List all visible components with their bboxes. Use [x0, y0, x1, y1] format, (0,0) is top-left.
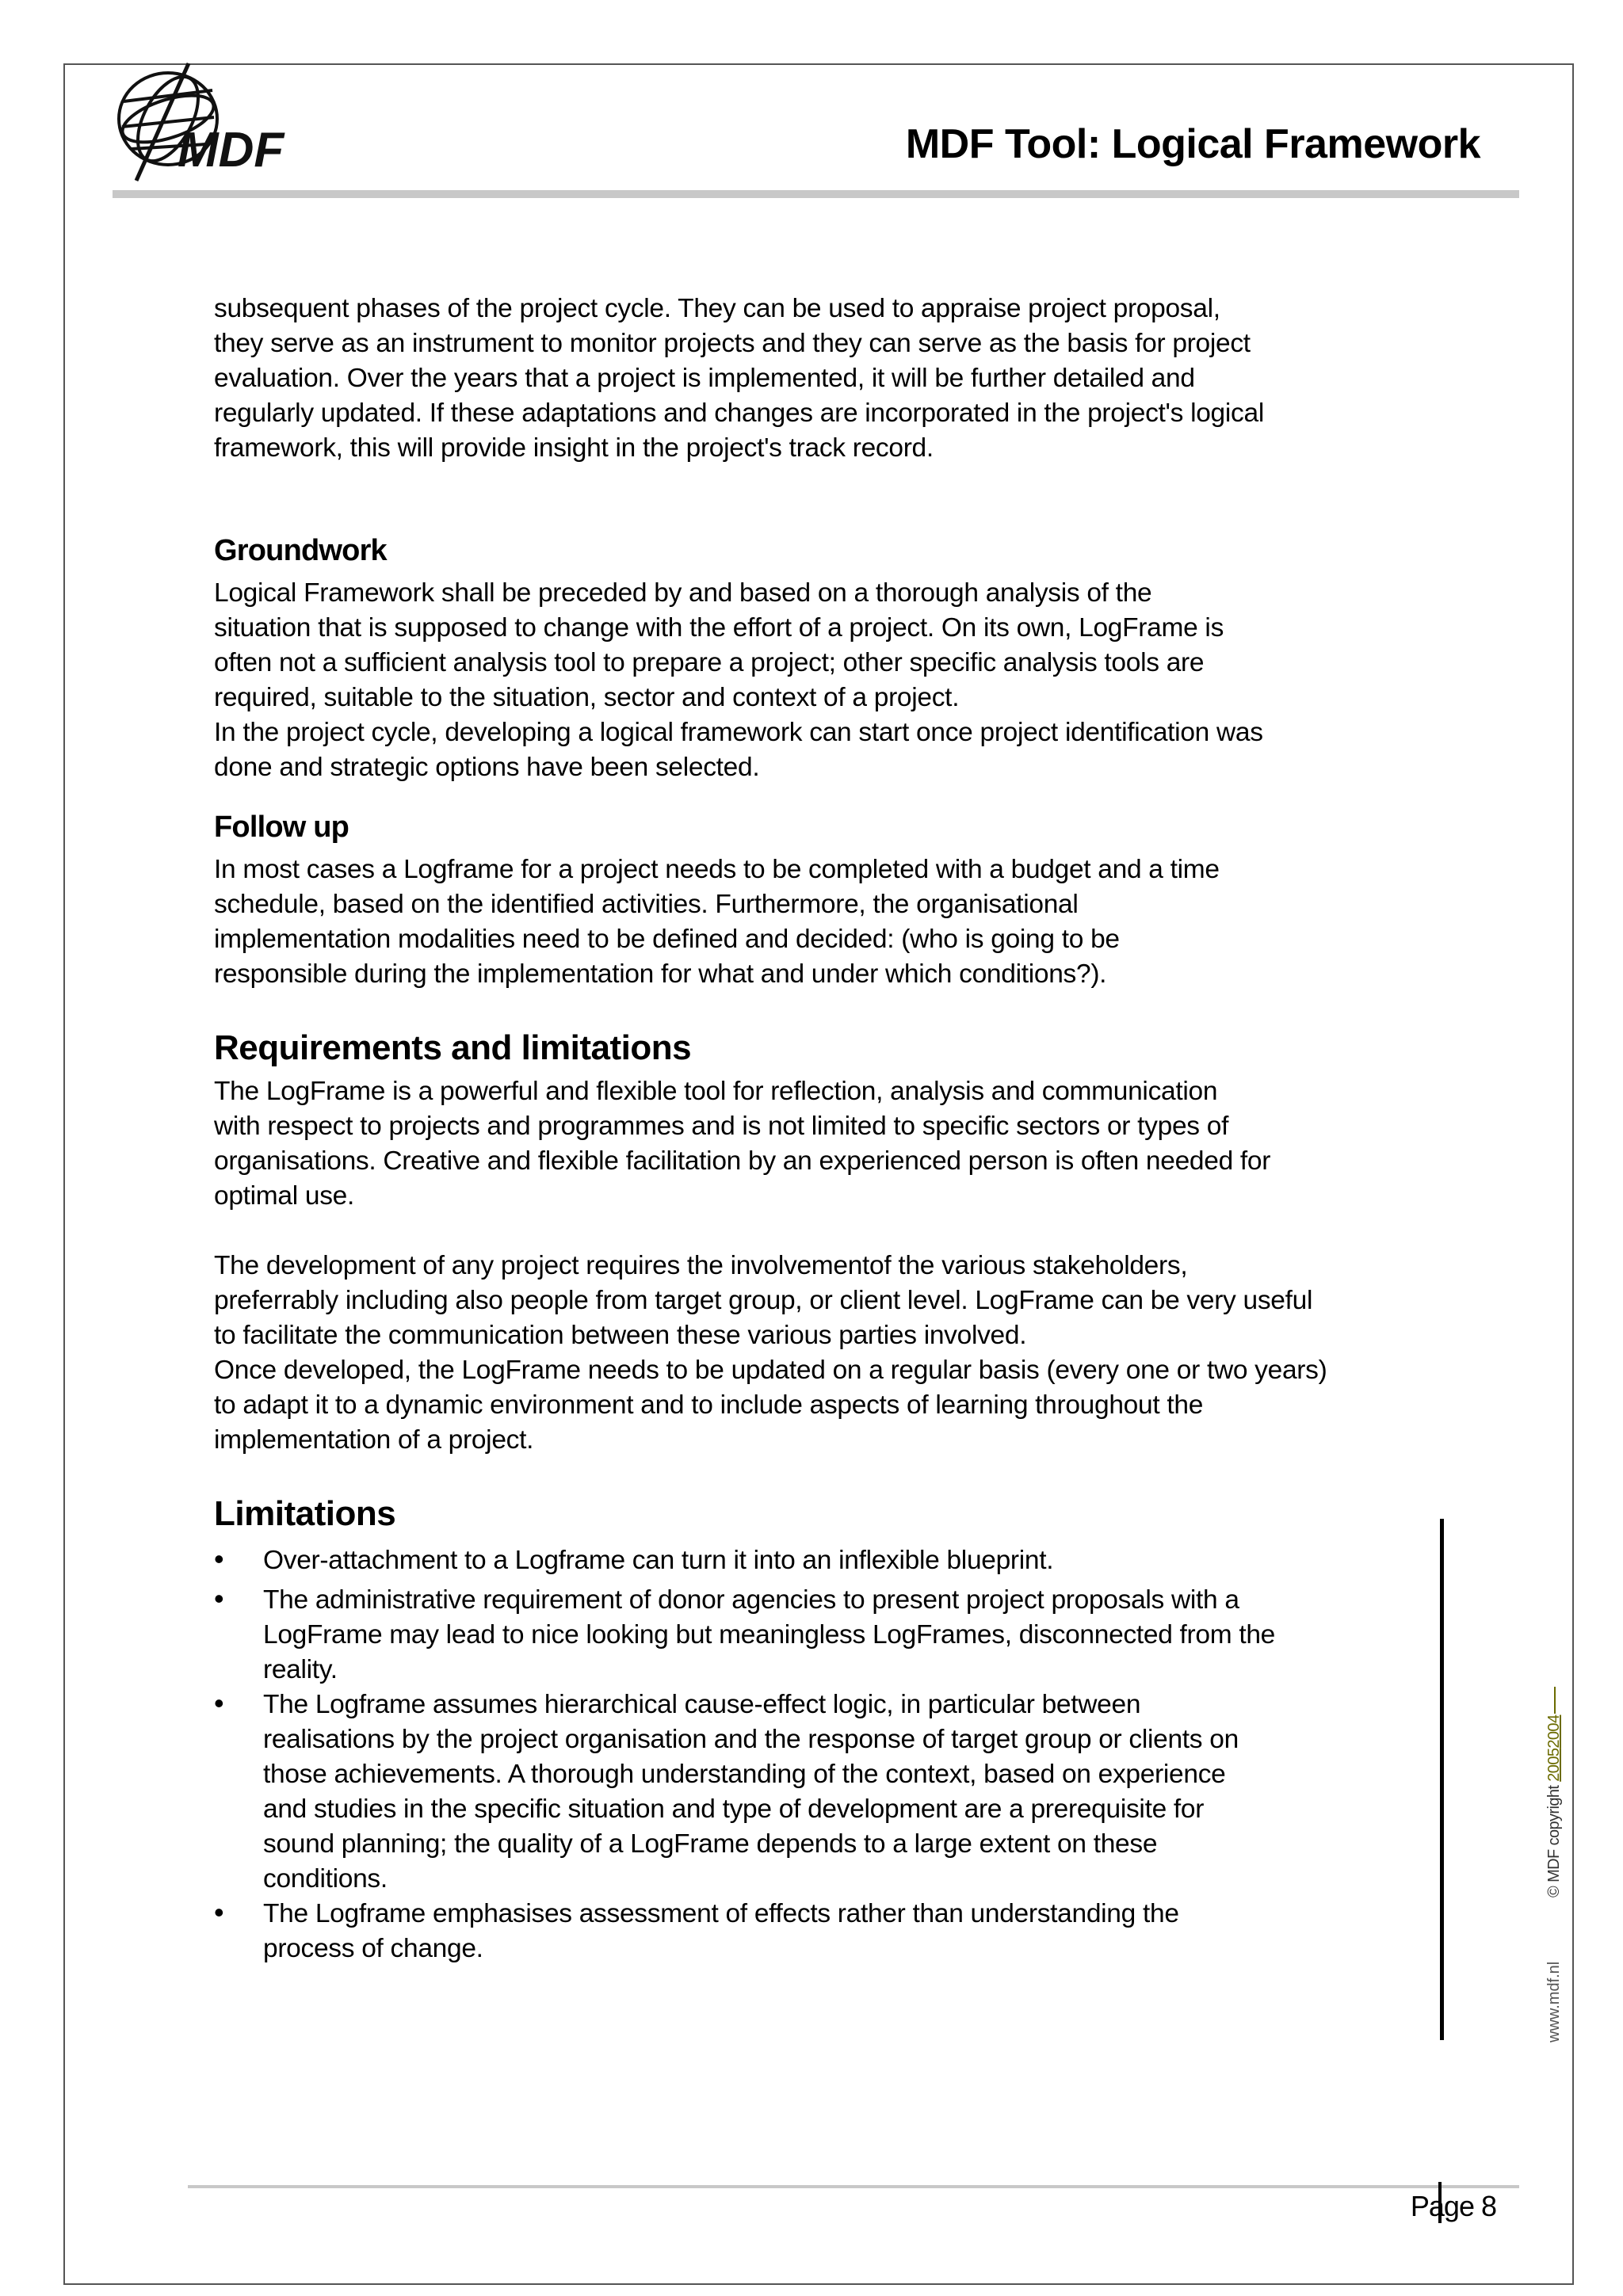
follow-up-paragraph — [214, 852, 1434, 992]
requirements-line: organisations. Creative and flexible facilitation by an experienced person is often needed for — [214, 1146, 1271, 1176]
follow-up-heading: Follow up — [214, 810, 349, 844]
intro-line: subsequent phases of the project cycle. They can be used to appraise project proposal, — [214, 294, 1220, 323]
requirements-line: Once developed, the LogFrame needs to be updated on a regular basis (every one or two years) — [214, 1356, 1327, 1385]
bullet-icon: • — [214, 1582, 224, 1615]
list-item-line: The Logframe emphasises assessment of effects rather than understanding the — [263, 1899, 1179, 1928]
groundwork-line: In the project cycle, developing a logical framework can start once project identification was — [214, 718, 1263, 747]
bullet-icon: • — [214, 1687, 224, 1719]
list-item — [214, 1688, 1434, 1897]
margin-bar — [1440, 1519, 1444, 2040]
requirements-paragraph-1 — [214, 1074, 1434, 1214]
list-item-line: and studies in the specific situation and type of development are a prerequisite for — [263, 1794, 1205, 1824]
requirements-line: to facilitate the communication between these various parties involved. — [214, 1321, 1027, 1350]
page-number: Page 8 — [1410, 2190, 1496, 2222]
page-content — [214, 292, 1434, 1966]
list-item-line: Over-attachment to a Logframe can turn it into an inflexible blueprint. — [263, 1546, 1054, 1575]
list-item-line: The Logframe assumes hierarchical cause-effect logic, in particular between — [263, 1690, 1141, 1719]
list-item-line: reality. — [263, 1655, 338, 1684]
intro-line: they serve as an instrument to monitor projects and they can serve as the basis for project — [214, 329, 1251, 358]
requirements-paragraph-2 — [214, 1249, 1434, 1458]
copyright-note — [1545, 1687, 1564, 1897]
groundwork-line: required, suitable to the situation, sector and context of a project. — [214, 683, 960, 712]
website-url: www.mdf.nl — [1545, 1961, 1563, 2042]
follow-up-line: schedule, based on the identified activities. Furthermore, the organisational — [214, 890, 1079, 919]
requirements-line: to adapt it to a dynamic environment and to include aspects of learning throughout the — [214, 1390, 1204, 1420]
groundwork-line: situation that is supposed to change with the effort of a project. On its own, LogFrame is — [214, 613, 1224, 643]
limitations-list — [214, 1543, 1434, 1966]
requirements-line: The development of any project requires the involvementof the various stakeholders, — [214, 1251, 1188, 1280]
follow-up-line: implementation modalities need to be defined and decided: (who is going to be — [214, 925, 1120, 954]
requirements-line: optimal use. — [214, 1181, 355, 1211]
copyright-year: 2005 — [1545, 1748, 1563, 1782]
logo-text: MDF — [178, 123, 285, 177]
header-rule — [113, 190, 1519, 198]
requirements-heading: Requirements and limitations — [214, 1028, 692, 1067]
list-item-line: sound planning; the quality of a LogFrame depends to a large extent on these — [263, 1829, 1158, 1859]
groundwork-line: done and strategic options have been selected. — [214, 753, 760, 782]
intro-paragraph — [214, 292, 1434, 466]
follow-up-line: responsible during the implementation for what and under which conditions?). — [214, 959, 1107, 989]
document-title: MDF Tool: Logical Framework — [905, 121, 1480, 167]
copyright-prefix: © MDF copyright — [1545, 1781, 1563, 1897]
requirements-line: with respect to projects and programmes and is not limited to specific sectors or types of — [214, 1112, 1229, 1141]
list-item-line: process of change. — [263, 1934, 483, 1963]
intro-line: regularly updated. If these adaptations and changes are incorporated in the project's logical — [214, 399, 1264, 428]
list-item-line: LogFrame may lead to nice looking but meaningless LogFrames, disconnected from the — [263, 1620, 1276, 1650]
footer-rule — [188, 2185, 1519, 2188]
list-item — [214, 1583, 1434, 1688]
follow-up-line: In most cases a Logframe for a project needs to be completed with a budget and a time — [214, 855, 1220, 884]
bullet-icon: • — [214, 1896, 224, 1928]
groundwork-paragraph — [214, 576, 1434, 785]
copyright-year-2: 2004 — [1545, 1714, 1563, 1749]
bullet-icon: • — [214, 1543, 224, 1575]
intro-line: framework, this will provide insight in the project's track record. — [214, 433, 934, 463]
list-item-line: conditions. — [263, 1864, 388, 1894]
globe-icon — [113, 62, 327, 189]
list-item-line: those achievements. A thorough understanding of the context, based on experience — [263, 1760, 1226, 1789]
intro-line: evaluation. Over the years that a project is implemented, it will be further detailed and — [214, 364, 1195, 393]
list-item — [214, 1543, 1434, 1578]
list-item-line: realisations by the project organisation and the response of target group or clients on — [263, 1725, 1239, 1754]
groundwork-line: Logical Framework shall be preceded by and based on a thorough analysis of the — [214, 578, 1152, 608]
list-item — [214, 1897, 1434, 1966]
groundwork-heading: Groundwork — [214, 534, 387, 567]
copyright-underline — [1554, 1687, 1556, 1714]
limitations-heading: Limitations — [214, 1494, 396, 1533]
requirements-line: implementation of a project. — [214, 1425, 534, 1455]
mdf-logo — [113, 62, 327, 189]
requirements-line: The LogFrame is a powerful and flexible tool for reflection, analysis and communication — [214, 1077, 1218, 1106]
groundwork-line: often not a sufficient analysis tool to prepare a project; other specific analysis tools are — [214, 648, 1205, 677]
list-item-line: The administrative requirement of donor agencies to present project proposals with a — [263, 1585, 1239, 1615]
requirements-line: preferrably including also people from target group, or client level. LogFrame can be very useful — [214, 1286, 1313, 1315]
